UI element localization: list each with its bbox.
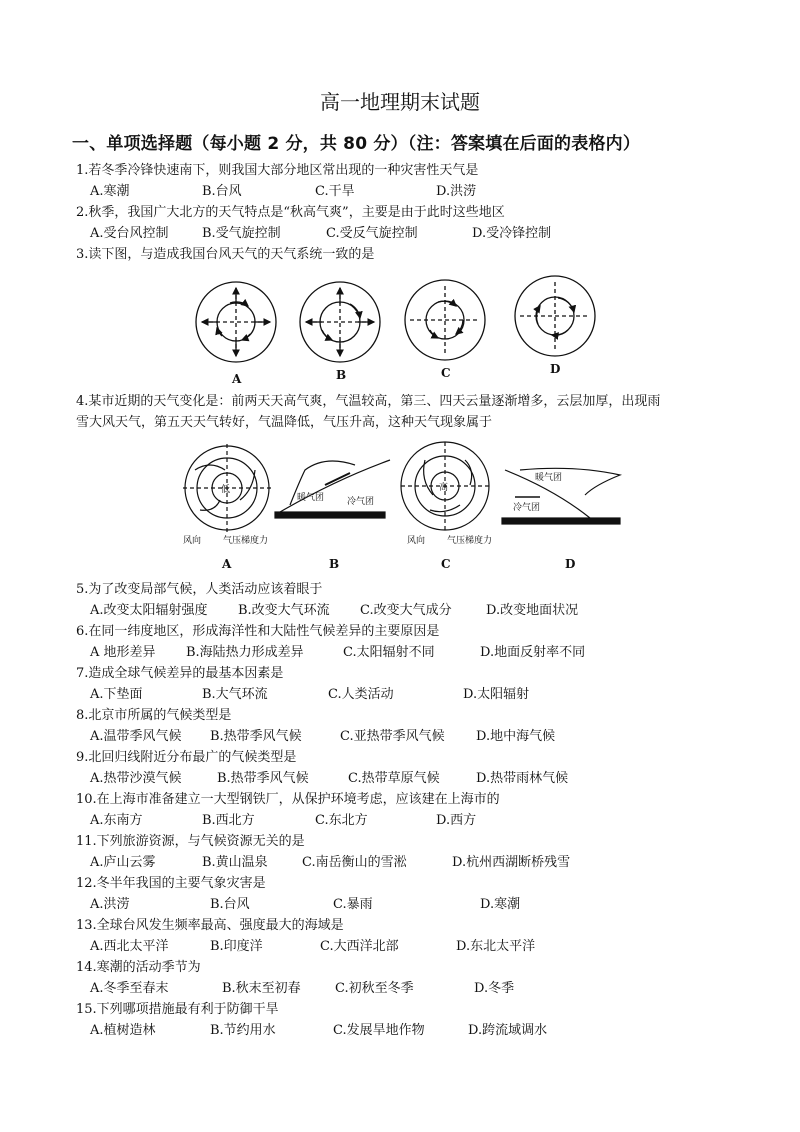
- question-11-stem: 11.下列旅游资源，与气候资源无关的是: [76, 834, 305, 849]
- option-c: C.初秋至冬季: [335, 981, 414, 996]
- legend-wind-c: 风向: [407, 536, 426, 546]
- question-15-stem: 15.下列哪项措施最有利于防御干旱: [76, 1002, 279, 1017]
- question-6-stem: 6.在同一纬度地区，形成海洋性和大陆性气候差异的主要原因是: [76, 624, 440, 639]
- option-d: D.寒潮: [480, 897, 521, 912]
- question-11-options: [90, 855, 750, 871]
- option-a: A.寒潮: [90, 184, 130, 199]
- option-a: A.改变太阳辐射强度: [90, 603, 208, 618]
- question-7-options: [90, 687, 750, 703]
- option-b: B.秋末至初春: [222, 981, 301, 996]
- legend-pgf-c: 气压梯度力: [447, 536, 493, 546]
- option-c: C.东北方: [315, 813, 368, 828]
- option-a: A.冬季至春末: [90, 981, 169, 996]
- figure-4-label-d: D: [565, 557, 576, 571]
- option-b: B.台风: [210, 897, 250, 912]
- option-d: D.西方: [436, 813, 477, 828]
- question-4-figure: [175, 440, 625, 550]
- question-13-options: [90, 939, 750, 955]
- option-c: C.亚热带季风气候: [340, 729, 445, 744]
- warm-air-label-b: 暖气团: [297, 493, 325, 503]
- option-d: D.东北太平洋: [456, 939, 536, 954]
- section-heading: 一、单项选择题（每小题 2 分，共 80 分）（注：答案填在后面的表格内）: [72, 134, 641, 154]
- option-a: A.庐山云雾: [90, 855, 156, 870]
- option-b: B.改变大气环流: [238, 603, 330, 618]
- option-a: A.洪涝: [90, 897, 130, 912]
- question-10-options: [90, 813, 750, 829]
- question-1-options: [90, 184, 750, 200]
- question-4-stem-line1: 4.某市近期的天气变化是：前两天天高气爽，气温较高，第三、四天云量逐渐增多，云层加厚，出现雨: [76, 394, 661, 409]
- option-a: A.热带沙漠气候: [90, 771, 182, 786]
- question-13-stem: 13.全球台风发生频率最高、强度最大的海域是: [76, 918, 344, 933]
- option-b: B.印度洋: [210, 939, 263, 954]
- option-d: D.地面反射率不同: [480, 645, 586, 660]
- option-c: C.干旱: [315, 184, 355, 199]
- option-a: A.受台风控制: [90, 226, 169, 241]
- question-8-stem: 8.北京市所属的气候类型是: [76, 708, 232, 723]
- question-15-options: [90, 1023, 750, 1039]
- cold-air-label-b: 冷气团: [347, 497, 375, 507]
- cold-air-label-d: 冷气团: [513, 503, 541, 513]
- question-6-options: [90, 645, 750, 661]
- question-5-options: [90, 603, 750, 619]
- high-pressure-label: 高: [439, 483, 449, 493]
- option-a: A.西北太平洋: [90, 939, 169, 954]
- question-3-stem: 3.读下图，与造成我国台风天气的天气系统一致的是: [76, 247, 375, 262]
- option-c: C.人类活动: [328, 687, 394, 702]
- question-2-options: [90, 226, 750, 242]
- question-7-stem: 7.造成全球气候差异的最基本因素是: [76, 666, 284, 681]
- option-c: C.改变大气成分: [360, 603, 452, 618]
- option-d: D.冬季: [474, 981, 515, 996]
- question-5-stem: 5.为了改变局部气候，人类活动应该着眼于: [76, 582, 323, 597]
- option-a: A.温带季风气候: [90, 729, 182, 744]
- question-14-options: [90, 981, 750, 997]
- figure-3-label-a: A: [232, 372, 242, 386]
- option-a: A 地形差异: [90, 645, 156, 660]
- question-3-figure: [180, 270, 600, 385]
- option-c: C.太阳辐射不同: [343, 645, 435, 660]
- low-pressure-label: 低: [221, 485, 231, 495]
- option-d: D.热带雨林气候: [476, 771, 569, 786]
- option-b: B.西北方: [202, 813, 255, 828]
- option-c: C.暴雨: [333, 897, 373, 912]
- question-2-stem: 2.秋季，我国广大北方的天气特点是“秋高气爽”，主要是由于此时这些地区: [76, 205, 505, 220]
- question-9-stem: 9.北回归线附近分布最广的气候类型是: [76, 750, 297, 765]
- option-b: B.热带季风气候: [210, 729, 302, 744]
- option-b: B.大气环流: [202, 687, 268, 702]
- option-b: B.海陆热力形成差异: [186, 645, 304, 660]
- option-a: A.植树造林: [90, 1023, 156, 1038]
- question-4-stem-line2: 雪大风天气，第五天天气转好，气温降低，气压升高，这种天气现象属于: [76, 415, 493, 430]
- option-c: C.热带草原气候: [348, 771, 440, 786]
- option-d: D.跨流域调水: [468, 1023, 548, 1038]
- option-b: B.黄山温泉: [202, 855, 268, 870]
- option-b: B.受气旋控制: [202, 226, 281, 241]
- warm-air-label-d: 暖气团: [535, 473, 563, 483]
- option-d: D.改变地面状况: [486, 603, 579, 618]
- option-b: B.热带季风气候: [217, 771, 309, 786]
- question-10-stem: 10.在上海市准备建立一大型钢铁厂，从保护环境考虑，应该建在上海市的: [76, 792, 500, 807]
- question-12-stem: 12.冬半年我国的主要气象灾害是: [76, 876, 266, 891]
- option-c: C.大西洋北部: [320, 939, 399, 954]
- option-c: C.南岳衡山的雪淞: [302, 855, 407, 870]
- option-d: D.太阳辐射: [463, 687, 530, 702]
- option-b: B.台风: [202, 184, 242, 199]
- figure-3-label-c: C: [441, 366, 451, 380]
- option-c: C.发展旱地作物: [333, 1023, 425, 1038]
- question-1-stem: 1.若冬季冷锋快速南下，则我国大部分地区常出现的一种灾害性天气是: [76, 163, 479, 178]
- option-b: B.节约用水: [210, 1023, 276, 1038]
- figure-4-label-b: B: [329, 557, 340, 571]
- option-c: C.受反气旋控制: [326, 226, 418, 241]
- question-12-options: [90, 897, 750, 913]
- option-d: D.洪涝: [436, 184, 477, 199]
- question-9-options: [90, 771, 750, 787]
- figure-3-label-d: D: [550, 362, 561, 376]
- option-d: D.地中海气候: [476, 729, 556, 744]
- option-d: D.杭州西湖断桥残雪: [452, 855, 571, 870]
- question-14-stem: 14.寒潮的活动季节为: [76, 960, 201, 975]
- option-a: A.东南方: [90, 813, 143, 828]
- figure-4-label-c: C: [441, 557, 451, 571]
- legend-wind-a: 风向: [183, 536, 202, 546]
- figure-3-label-b: B: [336, 368, 347, 382]
- page-title: 高一地理期末试题: [320, 90, 480, 114]
- option-a: A.下垫面: [90, 687, 143, 702]
- legend-pgf-a: 气压梯度力: [223, 536, 269, 546]
- option-d: D.受冷锋控制: [472, 226, 552, 241]
- figure-4-label-a: A: [222, 557, 232, 571]
- question-8-options: [90, 729, 750, 745]
